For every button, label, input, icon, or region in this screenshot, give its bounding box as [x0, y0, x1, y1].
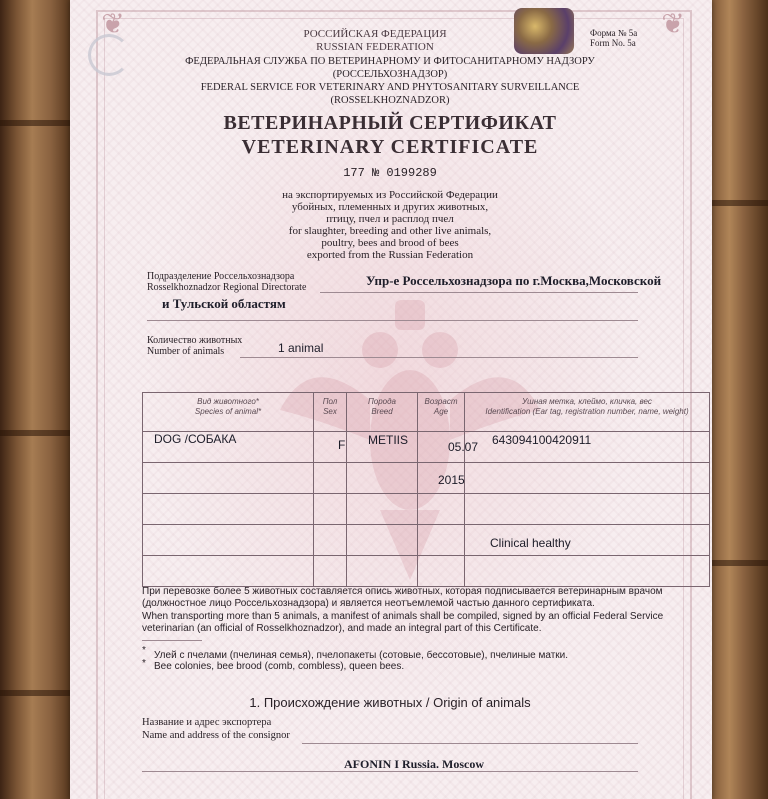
entry-breed: METIIS [368, 433, 409, 447]
footnote-en: Bee colonies, bee brood (comb, combless), queen bees. [154, 661, 405, 672]
consignor-value: AFONIN I Russia. Moscow [344, 757, 485, 771]
agency-en-line1: FEDERAL SERVICE FOR VETERINARY AND PHYTOSANITARY SURVEILLANCE [200, 82, 580, 93]
agency-ru-line1: ФЕДЕРАЛЬНАЯ СЛУЖБА ПО ВЕТЕРИНАРНОМУ И ФИТОСАНИТАРНОМУ НАДЗОРУ [185, 56, 595, 67]
corner-ornament-icon: ❦ [101, 9, 125, 40]
entry-age-line2: 2015 [438, 473, 465, 487]
title-en: VETERINARY CERTIFICATE [241, 136, 539, 158]
footnote-asterisk-en: * [142, 658, 146, 669]
section-origin-title: 1. Происхождение животных / Origin of animals [249, 695, 531, 710]
agency-en-line2: (ROSSELKHOZNADZOR) [330, 95, 450, 106]
form-number-ru: Форма № 5а [590, 28, 638, 38]
directorate-value-line2: и Тульской областям [162, 296, 286, 311]
footnote-ru: Улей с пчелами (пчелиная семья), пчелопакеты (сотовые, бессотовые), пчелиные матки. [154, 650, 569, 661]
hologram-seal [514, 8, 574, 54]
entry-remark: Clinical healthy [490, 536, 571, 550]
subtitle-ru-1: на экспортируемых из Российской Федерации [282, 189, 498, 201]
entry-identification: 643094100420911 [492, 433, 592, 447]
directorate-label-en: Rosselkhoznadzor Regional Directorate [147, 282, 307, 293]
subtitle-en-1: for slaughter, breeding and other live animals, [288, 225, 492, 237]
column-identification: Ушная метка, клеймо, кличка, вес Identification (Ear tag, registration number, name, weight) [465, 393, 710, 432]
country-en: RUSSIAN FEDERATION [316, 41, 434, 53]
directorate-value-line1: Упр-е Россельхознадзора по г.Москва,Московской [366, 273, 662, 288]
column-species: Вид животного* Species of animal* [143, 393, 314, 432]
punch-hole [88, 34, 130, 76]
subtitle-ru-2: убойных, племенных и других животных, [291, 201, 489, 213]
footnote-separator [142, 640, 202, 641]
animals-count-label-en: Number of animals [147, 346, 225, 357]
agency-ru-line2: (РОССЕЛЬХОЗНАДЗОР) [332, 69, 448, 80]
subtitle-ru-3: птицу, пчел и расплод пчел [326, 213, 454, 225]
consignor-underline-2 [142, 771, 638, 772]
animals-count-value: 1 animal [278, 341, 324, 355]
corner-ornament-icon: ❦ [661, 9, 685, 40]
directorate-label-ru: Подразделение Россельхознадзора [147, 271, 295, 282]
column-age: Возраст Age [418, 393, 465, 432]
table-row [143, 525, 710, 556]
certificate-sheet [70, 0, 712, 799]
consignor-underline [302, 743, 638, 744]
animals-table [142, 392, 710, 587]
manifest-note-en: When transporting more than 5 animals, a manifest of animals shall be compiled, signed by an official Federal Service veterinarian (an official of Rosselkhoznadzor), and made an integral part of this Certificate. [142, 611, 664, 634]
animals-count-underline [240, 357, 638, 358]
footnote-asterisk: * [142, 645, 146, 656]
consignor-label-ru: Название и адрес экспортера [142, 717, 272, 728]
table-header-row [143, 393, 710, 432]
directorate-underline [320, 292, 638, 293]
subtitle-en-3: exported from the Russian Federation [306, 249, 474, 261]
table-row [143, 494, 710, 525]
manifest-note-ru: При перевозке более 5 животных составляется опись животных, которая подписывается ветеринарным врачом (должностное лицо Россельхознадзора) и является неотъемлемой частью данного сертификата. [142, 586, 663, 609]
table-row [143, 463, 710, 494]
country-ru: РОССИЙСКАЯ ФЕДЕРАЦИЯ [303, 28, 447, 40]
form-number-en: Form No. 5a [590, 38, 636, 48]
entry-sex: F [338, 438, 346, 452]
subtitle-en-2: poultry, bees and brood of bees [321, 237, 459, 249]
entry-age-line1: 05.07 [448, 440, 479, 454]
animals-count-label-ru: Количество животных [147, 335, 243, 346]
table-row [143, 556, 710, 587]
certificate-number: 177 № 0199289 [343, 166, 437, 180]
directorate-underline-2 [147, 320, 638, 321]
title-ru: ВЕТЕРИНАРНЫЙ СЕРТИФИКАТ [223, 112, 557, 134]
column-breed: Порода Breed [347, 393, 418, 432]
consignor-label-en: Name and address of the consignor [142, 730, 290, 741]
entry-species: DOG /СОБАКА [154, 432, 237, 446]
column-sex: Пол Sex [314, 393, 347, 432]
